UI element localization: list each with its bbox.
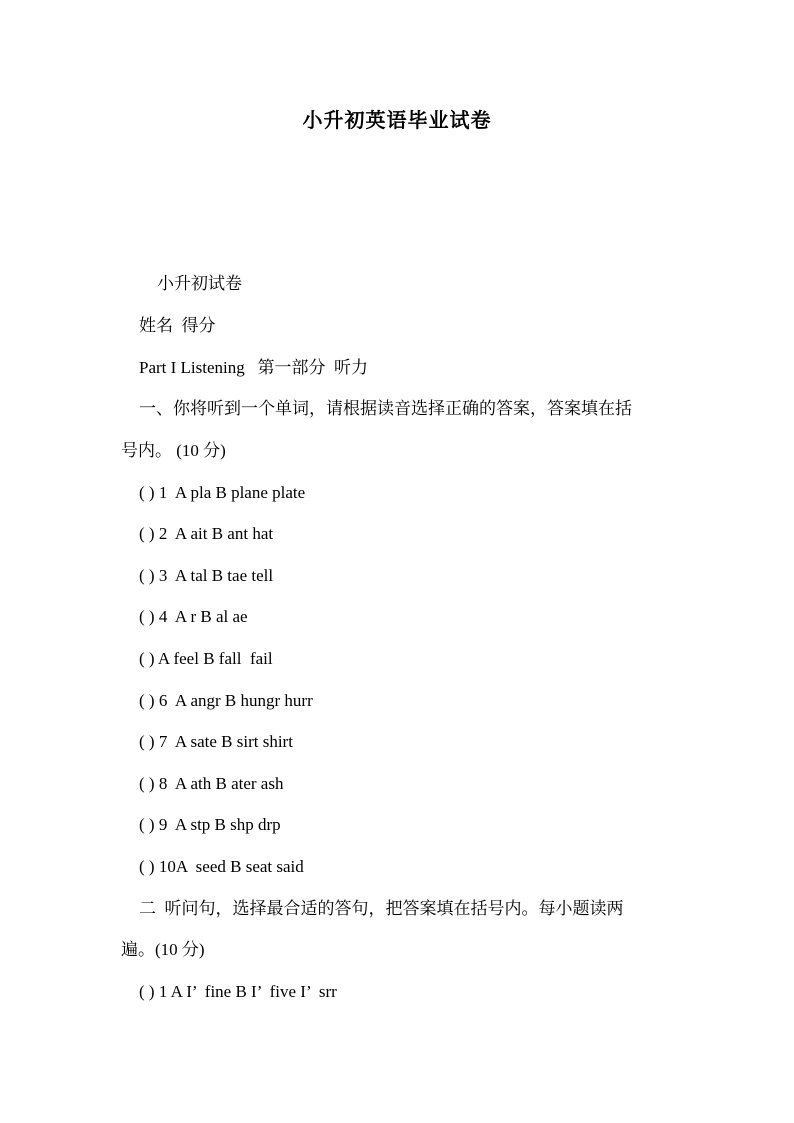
question-item: ( ) 1 A pla B plane plate (139, 483, 306, 502)
question-item: ( ) 1 A I’ fine B I’ five I’ srr (139, 982, 337, 1001)
question-item: ( ) 3 A tal B tae tell (139, 566, 274, 585)
section1-instruction-line1: 一、你将听到一个单词，请根据读音选择正确的答案，答案填在括 (139, 399, 632, 418)
part-heading: Part I Listening 第一部分 听力 (139, 358, 369, 377)
question-item: ( ) 10A seed B seat said (139, 857, 304, 876)
section1-instruction-line2: 号内。 (10 分) (121, 441, 226, 460)
page-title: 小升初英语毕业试卷 (302, 110, 492, 132)
question-item: ( ) 9 A stp B shp drp (139, 815, 281, 834)
question-item: ( ) 8 A ath B ater ash (139, 774, 284, 793)
question-item: ( ) 7 A sate B sirt shirt (139, 732, 293, 751)
question-item: ( ) 4 A r B al ae (139, 607, 248, 626)
section2-instruction-line1: 二 听问句，选择最合适的答句，把答案填在括号内。每小题读两 (139, 899, 624, 918)
section2-instruction-line2: 遍。(10 分) (121, 940, 205, 959)
subtitle: 小升初试卷 (157, 274, 242, 293)
question-item: ( ) 6 A angr B hungr hurr (139, 691, 313, 710)
question-item: ( ) A feel B fall fail (139, 649, 273, 668)
question-item: ( ) 2 A ait B ant hat (139, 524, 274, 543)
name-score-line: 姓名 得分 (139, 316, 216, 335)
